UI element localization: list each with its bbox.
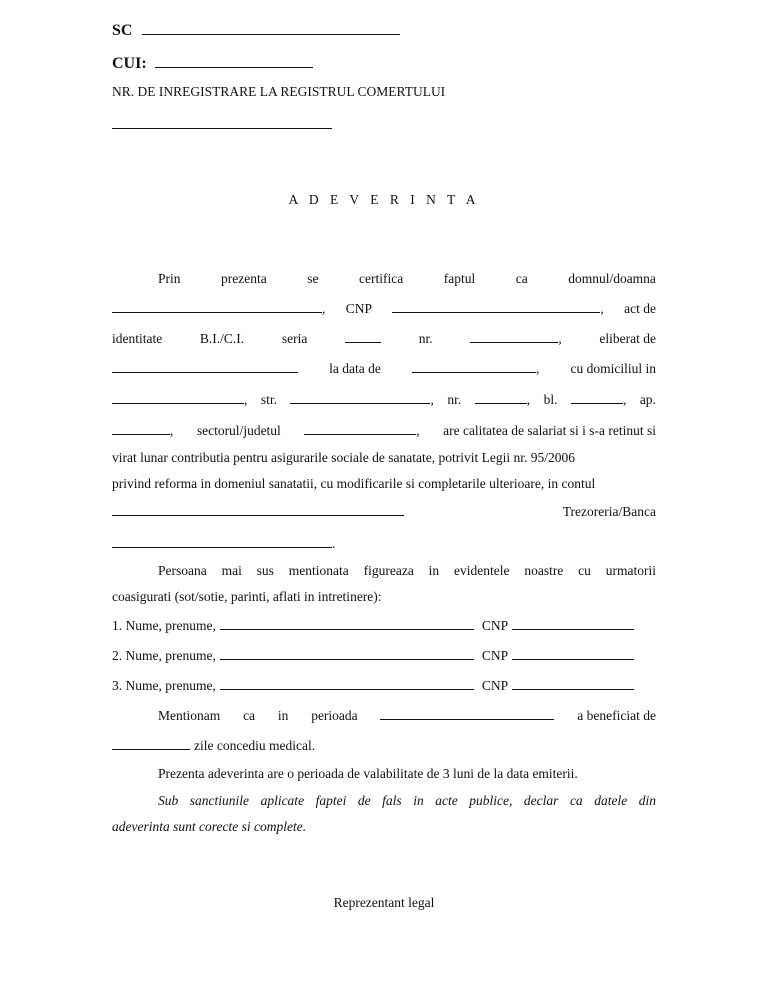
p2-line1 <box>112 563 656 579</box>
bank-blank <box>112 546 332 548</box>
coinsured-cnp-blank <box>512 688 634 690</box>
ap-label: ap. <box>639 392 656 407</box>
beneficiat-label: a beneficiat de <box>577 708 656 723</box>
account-blank <box>112 514 404 516</box>
word: Mentionam <box>158 708 221 723</box>
account-line <box>112 504 656 520</box>
nr-blank <box>470 341 558 343</box>
id-label: identitate <box>112 331 163 346</box>
word: Prin <box>158 271 181 286</box>
coinsured-label: 1. Nume, prenume, <box>112 618 216 633</box>
block-blank <box>571 402 623 404</box>
days-blank <box>112 748 190 750</box>
la-data-label: la data de <box>329 361 381 376</box>
privind-line: privind reforma in domeniul sanatatii, cu modificarile si completarile ulterioare, in contul <box>112 476 596 491</box>
coinsured-name-blank <box>220 628 474 630</box>
nr-label: nr. <box>418 331 433 346</box>
cui-blank <box>155 66 313 68</box>
coinsured-cnp-blank <box>512 658 634 660</box>
trezoreria-label: Trezoreria/Banca <box>562 504 656 519</box>
validity-line <box>112 766 656 782</box>
coinsured-name-blank <box>220 658 474 660</box>
p1-line3: identitate B.I./C.I. seria nr. , eliberat de <box>112 331 656 346</box>
act-label: act de <box>624 301 656 316</box>
salariat-text: are calitatea de salariat si i s-a retinut si <box>443 423 656 438</box>
coinsured-cnp-label: CNP <box>481 618 509 633</box>
coinsured-name-blank <box>220 688 474 690</box>
coinsured-label: 2. Nume, prenume, <box>112 648 216 663</box>
word: ca <box>243 708 256 723</box>
sc-blank <box>142 33 400 35</box>
cnp-blank <box>392 311 600 313</box>
number-blank <box>475 402 527 404</box>
name-blank <box>112 311 322 313</box>
word: prezenta <box>221 271 267 286</box>
document-title: A D E V E R I N T A <box>288 192 480 207</box>
registry-label: NR. DE INREGISTRARE LA REGISTRUL COMERTULUI <box>112 84 446 99</box>
street-blank <box>290 402 430 404</box>
issuer-blank <box>112 371 298 373</box>
word: in <box>277 708 289 723</box>
bici-label: B.I./C.I. <box>199 331 245 346</box>
coinsured-label: 3. Nume, prenume, <box>112 678 216 693</box>
sc-line <box>112 22 400 40</box>
signature-label: Reprezentant legal <box>333 895 435 910</box>
coinsured-cnp-label: CNP <box>481 648 509 663</box>
p1-line2: , CNP , act de <box>112 301 656 317</box>
sc-label: SC <box>112 22 133 39</box>
nr2-label: nr. <box>447 392 462 407</box>
word: faptul <box>443 271 476 286</box>
cnp-label: CNP <box>345 301 373 316</box>
cui-label: CUI: <box>112 55 147 72</box>
sanctions-line1 <box>112 793 656 809</box>
bl-label: bl. <box>543 392 558 407</box>
sanctions-line2: adeverinta sunt corecte si complete. <box>112 819 307 834</box>
date-blank <box>412 371 536 373</box>
coinsured-row <box>112 678 656 694</box>
city-blank <box>112 402 244 404</box>
word: se <box>307 271 319 286</box>
mention-line <box>112 708 656 724</box>
seria-blank <box>345 341 381 343</box>
word: certifica <box>358 271 404 286</box>
coinsured-cnp-blank <box>512 628 634 630</box>
period-blank <box>380 718 554 720</box>
str-label: str. <box>260 392 277 407</box>
validity-text: Prezenta adeverinta are o perioada de valabilitate de 3 luni de la data emiterii. <box>158 766 578 781</box>
sanctions-text: Sub sanctiunile aplicate faptei de fals in acte publice, declar ca datele din <box>158 793 656 808</box>
word: domnul/doamna <box>568 271 656 286</box>
p1-line5: , str. , nr. , bl. , ap. <box>112 392 656 408</box>
bank-line: . <box>112 536 656 552</box>
coinsured-row <box>112 618 656 634</box>
registry-blank <box>112 128 332 129</box>
virat-line: virat lunar contributia pentru asigurarile sociale de sanatate, potrivit Legii nr. 95/2006 <box>112 450 575 465</box>
eliberat-label: eliberat de <box>599 331 656 346</box>
word: ca <box>515 271 528 286</box>
zile-label: zile concediu medical. <box>194 738 316 753</box>
p1-line4: la data de , cu domiciliul in <box>112 361 656 377</box>
sector-label: sectorul/judetul <box>196 423 281 438</box>
seria-label: seria <box>281 331 308 346</box>
p2-text: Persoana mai sus mentionata figureaza in evidentele noastre cu urmatorii <box>158 563 656 578</box>
word: perioada <box>311 708 358 723</box>
p1-line6: , sectorul/judetul , are calitatea de salariat si i s-a retinut si <box>112 423 656 439</box>
coinsured-row <box>112 648 656 664</box>
p1-line1 <box>112 271 656 287</box>
coinsured-cnp-label: CNP <box>481 678 509 693</box>
p2-line2: coasigurati (sot/sotie, parinti, aflati in intretinere): <box>112 589 382 604</box>
zile-line <box>112 738 656 754</box>
cui-line <box>112 55 313 73</box>
apartment-blank <box>112 433 170 435</box>
domiciliu-label: cu domiciliul in <box>570 361 656 376</box>
county-blank <box>304 433 416 435</box>
